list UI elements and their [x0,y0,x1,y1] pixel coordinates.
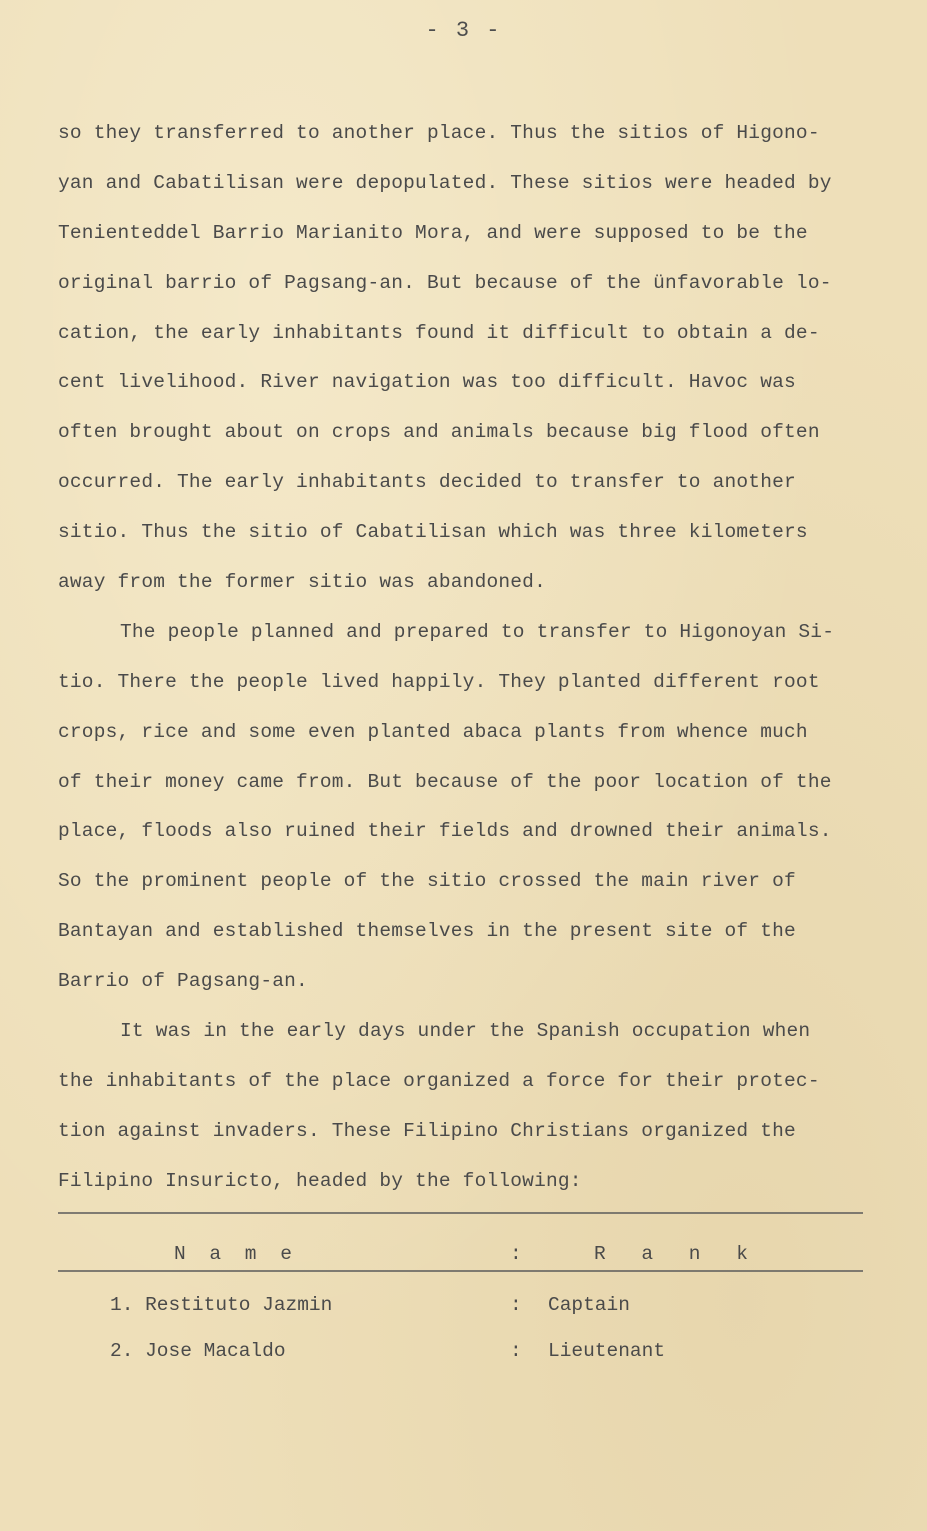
officer-rank: Captain [548,1294,630,1316]
text-line: sitio. Thus the sitio of Cabatilisan which was three kilometers [58,521,808,544]
text-line: occurred. The early inhabitants decided to transfer to another [58,471,796,494]
paragraph-1 [58,115,878,614]
table-row [58,1282,863,1328]
text-line: so they transferred to another place. Thus the sitios of Higono- [58,122,820,144]
row-separator: : [510,1340,522,1362]
table-header-rule [58,1270,863,1272]
text-line: cation, the early inhabitants found it difficult to obtain a de- [58,321,820,344]
paragraph-3 [58,1013,878,1213]
text-line: away from the former sitio was abandoned. [58,571,546,594]
text-line: Bantayan and established themselves in the present site of the [58,920,796,943]
text-line: place, floods also ruined their fields and drowned their animals. [58,820,832,843]
officer-name: 2. Jose Macaldo [110,1340,286,1362]
table-header-row [58,1214,863,1270]
text-line: yan and Cabatilisan were depopulated. These sitios were headed by [58,171,832,194]
text-line: the inhabitants of the place organized a force for their protec- [58,1069,820,1092]
officers-table [58,1212,863,1374]
text-line: So the prominent people of the sitio crossed the main river of [58,870,796,893]
text-line: It was in the early days under the Spanish occupation when [120,1020,811,1043]
table-row [58,1328,863,1374]
page-number: - 3 - [425,18,502,43]
header-separator: : [510,1243,522,1265]
text-line: Tenienteddel Barrio Marianito Mora, and were supposed to be the [58,221,808,244]
text-line: tion against invaders. These Filipino Christians organized the [58,1119,796,1142]
text-line: crops, rice and some even planted abaca plants from whence much [58,720,808,743]
text-line: Barrio of Pagsang-an. [58,970,308,993]
header-name: N a m e [174,1243,298,1265]
text-line: often brought about on crops and animals because big flood often [58,421,820,444]
row-separator: : [510,1294,522,1316]
header-rank: R a n k [594,1243,760,1265]
officer-rank: Lieutenant [548,1340,666,1362]
body-text [58,115,878,1213]
paragraph-2 [58,614,878,1013]
text-line: The people planned and prepared to transfer to Higonoyan Si- [120,620,835,643]
text-line: of their money came from. But because of the poor location of the [58,770,832,793]
officer-name: 1. Restituto Jazmin [110,1294,333,1316]
text-line: cent livelihood. River navigation was too difficult. Havoc was [58,371,796,394]
text-line: tio. There the people lived happily. They planted different root [58,670,820,693]
text-line: Filipino Insuricto, headed by the following: [58,1169,582,1192]
text-line: original barrio of Pagsang-an. But because of the ünfavorable lo- [58,271,832,294]
